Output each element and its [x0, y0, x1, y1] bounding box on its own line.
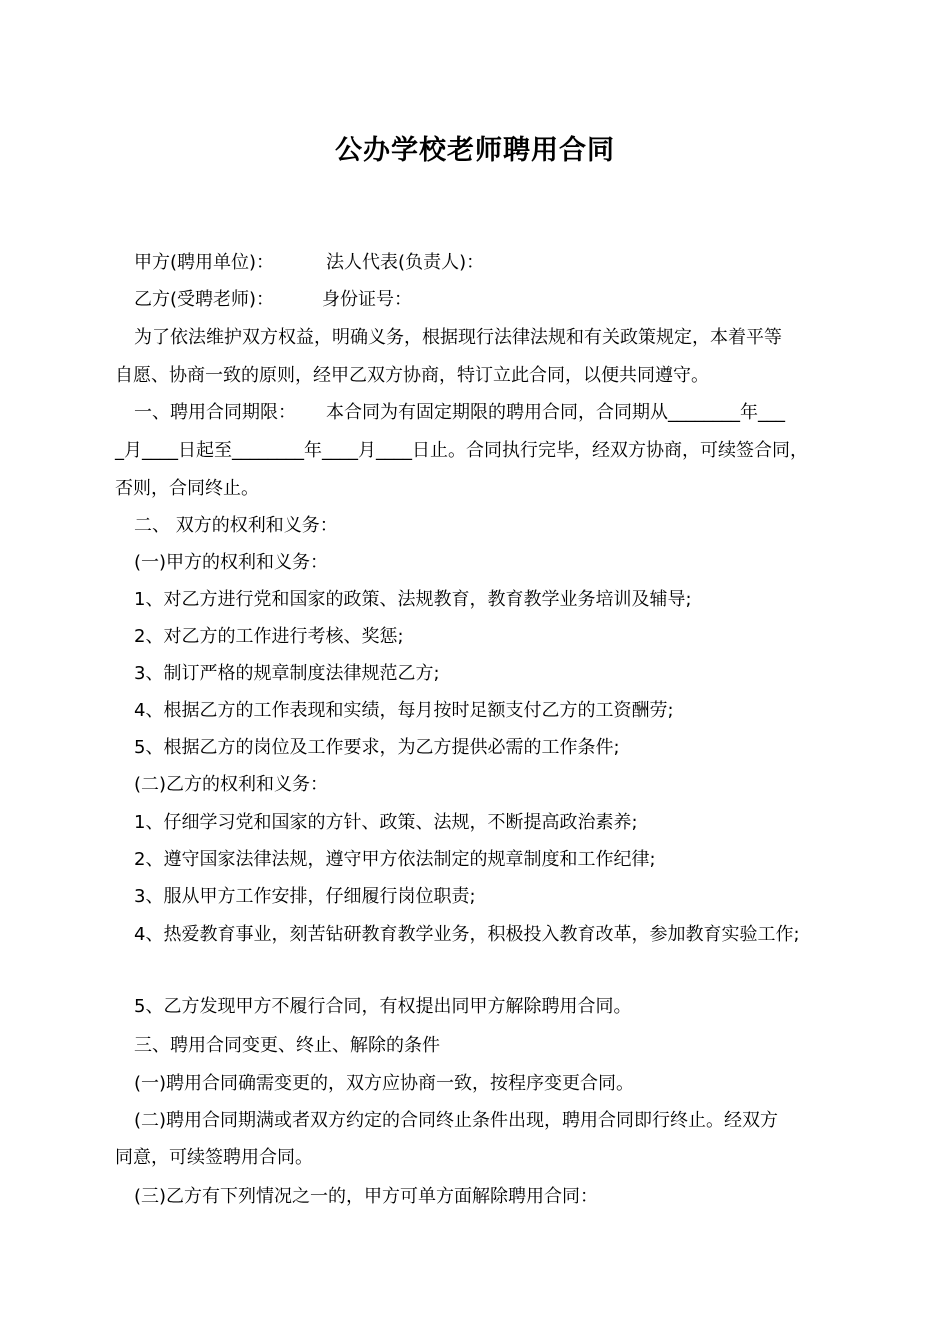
- list-item: 3、服从甲方工作安排，仔细履行岗位职责;: [134, 886, 476, 907]
- list-item: 5、根据乙方的岗位及工作要求，为乙方提供必需的工作条件;: [134, 737, 620, 758]
- list-item: 1、仔细学习党和国家的方针、政策、法规，不断提高政治素养;: [134, 812, 638, 833]
- party-a-label: 甲方(聘用单位)：: [134, 252, 275, 273]
- list-item: 2、遵守国家法律法规，遵守甲方依法制定的规章制度和工作纪律;: [134, 849, 656, 870]
- list-item: 2、对乙方的工作进行考核、奖惩;: [134, 626, 404, 647]
- list-item: 4、根据乙方的工作表现和实绩，每月按时足额支付乙方的工资酬劳;: [134, 700, 674, 721]
- party-b-id-number: 身份证号：: [322, 289, 413, 310]
- list-item: 1、对乙方进行党和国家的政策、法规教育，教育教学业务培训及辅导;: [134, 589, 692, 610]
- change-clause-3: (三)乙方有下列情况之一的，甲方可单方面解除聘用合同：: [134, 1186, 599, 1207]
- term-line-1: [134, 400, 785, 426]
- change-clause-2-line-1: (二)聘用合同期满或者双方约定的合同终止条件出现，聘用合同即行终止。经双方: [134, 1110, 779, 1131]
- term-line-3: 否则，合同终止。: [115, 478, 259, 499]
- party-b-line: [134, 287, 412, 313]
- list-item: 4、热爱教育事业，刻苦钻研教育教学业务，积极投入教育改革，参加教育实验工作;: [134, 924, 800, 945]
- change-clause-1: (一)聘用合同确需变更的，双方应协商一致，按程序变更合同。: [134, 1073, 635, 1094]
- term-line-2: _月____日起至________年____月____日止。合同执行完毕，经双方协商，可续签合同，: [115, 440, 808, 461]
- intro-paragraph-line-2: 自愿、协商一致的原则，经甲乙双方协商，特订立此合同，以便共同遵守。: [115, 365, 709, 386]
- list-item: 5、乙方发现甲方不履行合同，有权提出同甲方解除聘用合同。: [134, 996, 632, 1017]
- page-title: 公办学校老师聘用合同: [335, 135, 615, 166]
- party-a-representative: 法人代表(负责人)：: [326, 252, 485, 273]
- list-item: 3、制订严格的规章制度法律规范乙方;: [134, 663, 440, 684]
- party-a-line: [134, 250, 484, 276]
- change-clause-2-line-2: 同意，可续签聘用合同。: [115, 1147, 313, 1168]
- change-heading: 三、聘用合同变更、终止、解除的条件: [134, 1035, 440, 1056]
- term-heading: 一、聘用合同期限：: [134, 402, 296, 423]
- term-text: 本合同为有固定期限的聘用合同，合同期从________年___: [326, 402, 785, 423]
- party-a-rights-heading: (一)甲方的权利和义务：: [134, 552, 329, 573]
- intro-paragraph-line-1: 为了依法维护双方权益，明确义务，根据现行法律法规和有关政策规定，本着平等: [134, 327, 782, 348]
- party-b-rights-heading: (二)乙方的权利和义务：: [134, 774, 329, 795]
- party-b-label: 乙方(受聘老师)：: [134, 289, 275, 310]
- rights-heading: 二、 双方的权利和义务：: [134, 515, 338, 536]
